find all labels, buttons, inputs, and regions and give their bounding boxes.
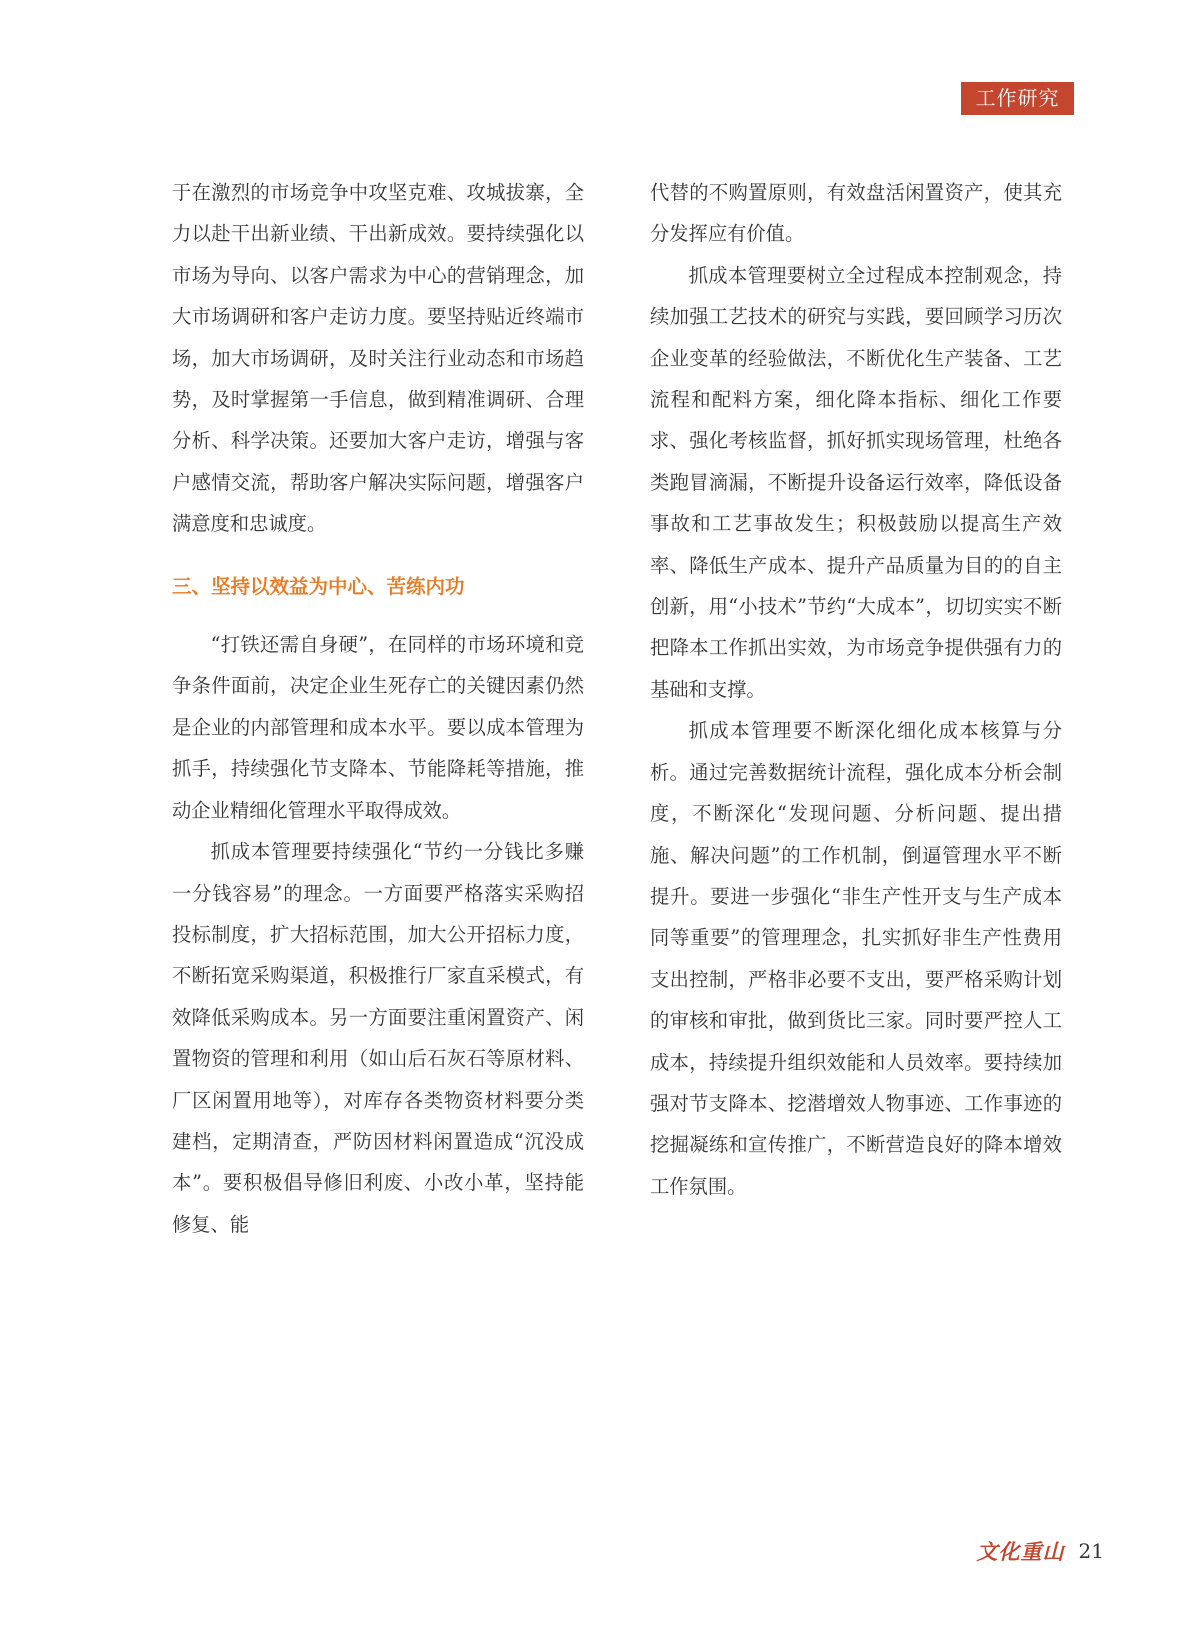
right-paragraph-3: 抓成本管理要不断深化细化成本核算与分析。通过完善数据统计流程，强化成本分析会制度，不断深化“发现问题、分析问题、提出措施、解决问题”的工作机制，倒逼管理水平不断提升。要进一步强化“非生产性开支与生产成本同等重要”的管理理念，扎实抓好非生产性费用支出控制，严格非必要不支出，要严格采购计划的审核和审批，做到货比三家。同时要严控人工成本，持续提升组织效能和人员效率。要持续加强对节支降本、挖潜增效人物事迹、工作事迹的挖掘凝练和宣传推广，不断营造良好的降本增效工作氛围。 [650,719,1062,1198]
left-paragraph-3: 抓成本管理要持续强化“节约一分钱比多赚一分钱容易”的理念。一方面要严格落实采购招投标制度，扩大招标范围，加大公开招标力度，不断拓宽采购渠道，积极推行厂家直采模式，有效降低采购成本。另一方面要注重闲置资产、闲置物资的管理和利用（如山后石灰石等原材料、厂区闲置用地等），对库存各类物资材料要分类建档，定期清查，严防因材料闲置造成“沉没成本”。要积极倡导修旧利废、小改小革，坚持能修复、能 [172,840,584,1236]
page-number: 21 [1078,1539,1104,1563]
section-tag: 工作研究 [961,82,1074,115]
left-paragraph-1: 于在激烈的市场竞争中攻坚克难、攻城拔寨，全力以赴干出新业绩、干出新成效。要持续强化以市场为导向、以客户需求为中心的营销理念，加大市场调研和客户走访力度。要坚持贴近终端市场，加大市场调研，及时关注行业动态和市场趋势，及时掌握第一手信息，做到精准调研、合理分析、科学决策。还要加大客户走访，增强与客户感情交流，帮助客户解决实际问题，增强客户满意度和忠诚度。 [172,181,584,536]
right-paragraph-2: 抓成本管理要树立全过程成本控制观念，持续加强工艺技术的研究与实践，要回顾学习历次企业变革的经验做法，不断优化生产装备、工艺流程和配料方案，细化降本指标、细化工作要求、强化考核监督，抓好抓实现场管理，杜绝各类跑冒滴漏，不断提升设备运行效率，降低设备事故和工艺事故发生；积极鼓励以提高生产效率、降低生产成本、提升产品质量为目的的自主创新，用“小技术”节约“大成本”，切切实实不断把降本工作抓出实效，为市场竞争提供强有力的基础和支撑。 [650,263,1062,701]
left-paragraph-2: “打铁还需自身硬”，在同样的市场环境和竞争条件面前，决定企业生死存亡的关键因素仍然是企业的内部管理和成本水平。要以成本管理为抓手，持续强化节支降本、节能降耗等措施，推动企业精细化管理水平取得成效。 [172,633,584,822]
magazine-logo: 文化重山 [976,1539,1065,1564]
left-column [172,172,584,1245]
page-footer [977,1536,1104,1566]
right-paragraph-1: 代替的不购置原则，有效盘活闲置资产，使其充分发挥应有价值。 [650,181,1062,246]
section-heading: 三、坚持以效益为中心、苦练内功 [172,574,465,598]
right-column [650,172,1062,1207]
